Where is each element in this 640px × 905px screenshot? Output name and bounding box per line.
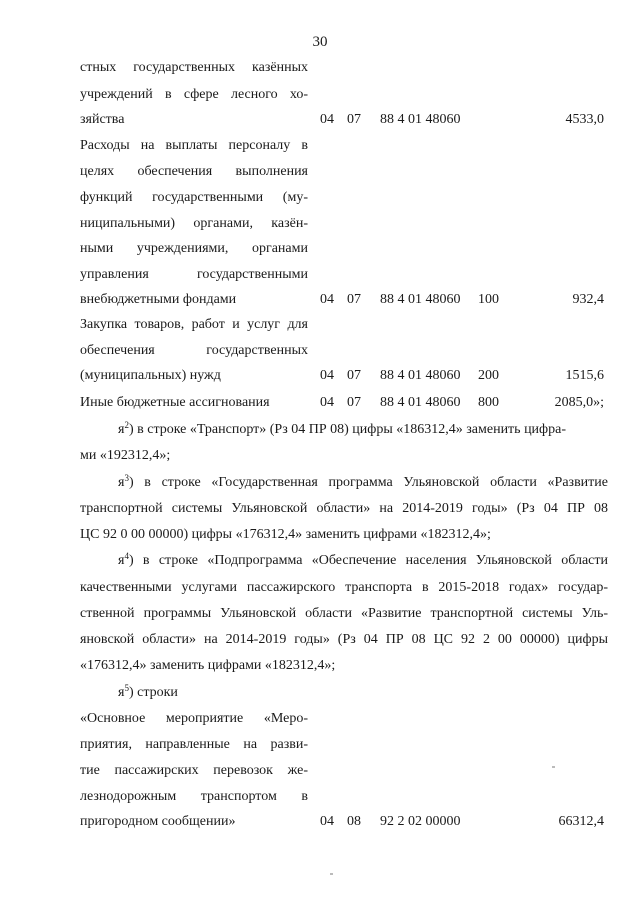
- cell-sum: 1515,6: [565, 368, 604, 383]
- paragraph-text: ) строки: [128, 685, 178, 700]
- table-row: [0, 707, 640, 731]
- cell-cs: 88 4 01 48060: [380, 368, 461, 383]
- cell-vr: 100: [478, 292, 499, 307]
- row-description: обеспечения государственных: [80, 343, 308, 358]
- scan-speck: [552, 766, 555, 768]
- table-row: [0, 391, 640, 415]
- paragraph-text: ственной программы Ульяновской области «Развитие транспортной системы Уль-: [80, 606, 608, 621]
- row-description: Иные бюджетные ассигнования: [80, 395, 270, 410]
- item-letter: я: [118, 475, 125, 490]
- cell-rz: 04: [320, 395, 334, 410]
- row-description: приятия, направленные на разви-: [80, 737, 308, 752]
- item-superscript: 2: [124, 420, 129, 430]
- paragraph-text: ) в строке «Транспорт» (Рз 04 ПР 08) цифры «186312,4» заменить цифра-: [128, 422, 566, 437]
- table-row: [0, 56, 640, 80]
- item-superscript: 4: [124, 551, 129, 561]
- cell-pr: 08: [347, 814, 361, 829]
- table-row: [0, 288, 640, 312]
- cell-cs: 92 2 02 00000: [380, 814, 461, 829]
- table-row: [0, 785, 640, 809]
- cell-vr: 200: [478, 368, 499, 383]
- item-letter: я: [118, 553, 125, 568]
- row-description: Закупка товаров, работ и услуг для: [80, 317, 308, 332]
- row-description: учреждений в сфере лесного хо-: [80, 87, 308, 102]
- cell-sum: 932,4: [572, 292, 604, 307]
- paragraph-line: [80, 628, 608, 652]
- cell-rz: 04: [320, 112, 334, 127]
- cell-rz: 04: [320, 368, 334, 383]
- item-superscript: 3: [124, 473, 129, 483]
- row-description: внебюджетными фондами: [80, 292, 237, 307]
- cell-pr: 07: [347, 112, 361, 127]
- table-row: [0, 364, 640, 388]
- table-row: [0, 237, 640, 261]
- paragraph-line: [80, 523, 608, 547]
- row-description: «Основное мероприятие «Меро-: [80, 711, 308, 726]
- table-row: [0, 313, 640, 337]
- cell-vr: 800: [478, 395, 499, 410]
- paragraph-line: [80, 602, 608, 626]
- page-number: 30: [312, 34, 328, 50]
- paragraph-text: яновской области» на 2014-2019 годы» (Рз 04 ПР 08 ЦС 92 2 00 00000) цифры: [80, 632, 608, 647]
- table-row: [0, 263, 640, 287]
- row-description: (муниципальных) нужд: [80, 368, 221, 383]
- row-description: управления государственными: [80, 267, 308, 282]
- paragraph-line: [118, 681, 608, 705]
- paragraph-line: [80, 654, 608, 678]
- cell-pr: 07: [347, 368, 361, 383]
- cell-cs: 88 4 01 48060: [380, 112, 461, 127]
- table-row: [0, 733, 640, 757]
- row-description: ными учреждениями, органами: [80, 241, 308, 256]
- item-letter: я: [118, 685, 125, 700]
- row-description: целях обеспечения выполнения: [80, 164, 308, 179]
- cell-rz: 04: [320, 292, 334, 307]
- table-row: [0, 810, 640, 834]
- item-superscript: 5: [124, 683, 129, 693]
- row-description: ниципальными) органами, казён-: [80, 216, 308, 231]
- row-description: тие пассажирских перевозок же-: [80, 763, 308, 778]
- cell-rz: 04: [320, 814, 334, 829]
- table-row: [0, 83, 640, 107]
- paragraph-text: «176312,4» заменить цифрами «182312,4»;: [80, 658, 336, 673]
- table-row: [0, 759, 640, 783]
- item-letter: я: [118, 422, 125, 437]
- table-row: [0, 212, 640, 236]
- cell-sum: 2085,0»;: [554, 395, 604, 410]
- cell-pr: 07: [347, 395, 361, 410]
- row-description: пригородном сообщении»: [80, 814, 236, 829]
- scan-speck: [330, 873, 333, 875]
- paragraph-text: ) в строке «Государственная программа Ульяновской области «Развитие: [128, 475, 608, 490]
- paragraph-line: [80, 497, 608, 521]
- table-row: [0, 186, 640, 210]
- table-row: [0, 339, 640, 363]
- table-row: [0, 108, 640, 132]
- paragraph-line: [80, 576, 608, 600]
- table-row: [0, 134, 640, 158]
- cell-cs: 88 4 01 48060: [380, 395, 461, 410]
- row-description: Расходы на выплаты персоналу в: [80, 138, 308, 153]
- cell-cs: 88 4 01 48060: [380, 292, 461, 307]
- row-description: функций государственными (му-: [80, 190, 308, 205]
- cell-sum: 4533,0: [565, 112, 604, 127]
- paragraph-line: [118, 471, 608, 495]
- row-description: зяйства: [80, 112, 125, 127]
- row-description: стных государственных казённых: [80, 60, 308, 75]
- paragraph-text: ми «192312,4»;: [80, 448, 171, 463]
- paragraph-text: ЦС 92 0 00 00000) цифры «176312,4» заменить цифрами «182312,4»;: [80, 527, 491, 542]
- paragraph-line: [118, 418, 608, 442]
- paragraph-text: транспортной системы Ульяновской области» на 2014-2019 годы» (Рз 04 ПР 08: [80, 501, 608, 516]
- cell-sum: 66312,4: [558, 814, 604, 829]
- paragraph-line: [118, 549, 608, 573]
- paragraph-text: ) в строке «Подпрограмма «Обеспечение населения Ульяновской области: [128, 553, 608, 568]
- table-row: [0, 160, 640, 184]
- cell-pr: 07: [347, 292, 361, 307]
- row-description: лезнодорожным транспортом в: [80, 789, 308, 804]
- paragraph-text: качественными услугами пассажирского транспорта в 2015-2018 годах» государ-: [80, 580, 608, 595]
- paragraph-line: [80, 444, 608, 468]
